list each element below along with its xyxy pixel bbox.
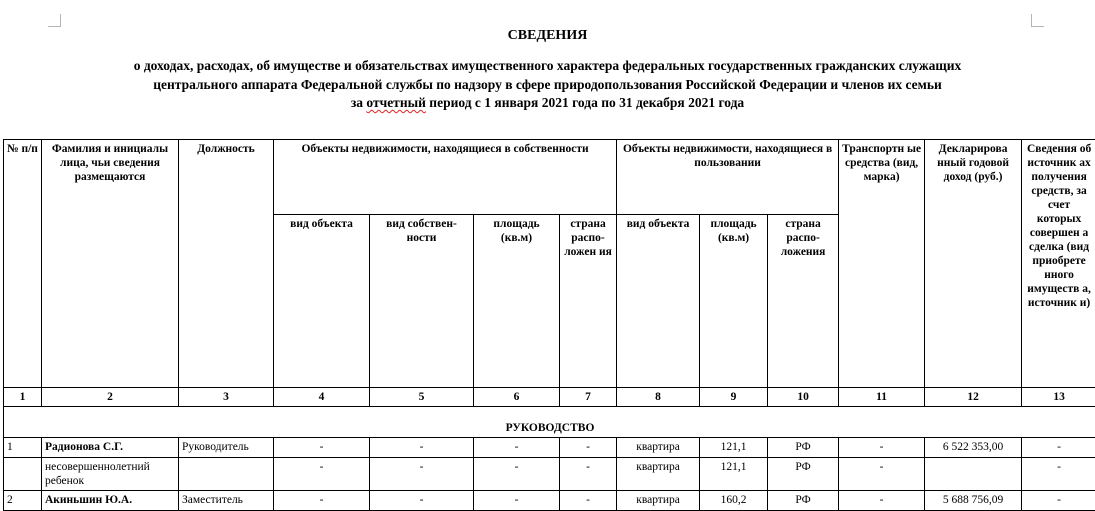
row-position: Заместитель (179, 491, 274, 511)
table-row (4, 458, 1095, 491)
row-position: Руководитель (179, 438, 274, 458)
page-corner-mark (48, 14, 61, 27)
row-vehicles: - (839, 438, 925, 458)
row-owned-country: - (560, 438, 617, 458)
column-number: 5 (370, 388, 474, 407)
header-used-area: площадь (кв.м) (700, 215, 768, 388)
row-sources: - (1022, 438, 1095, 458)
row-used-type: квартира (617, 458, 700, 491)
subtitle-line-3 (60, 94, 1035, 113)
row-owned-area: - (474, 491, 560, 511)
column-number: 1 (4, 388, 42, 407)
header-owned-ownership: вид собствен-ности (370, 215, 474, 388)
row-sources: - (1022, 491, 1095, 511)
row-income: 5 688 756,09 (925, 491, 1022, 511)
column-number: 2 (42, 388, 179, 407)
column-number: 12 (925, 388, 1022, 407)
row-owned-ownership: - (370, 458, 474, 491)
row-used-type: квартира (617, 491, 700, 511)
row-used-area: 160,2 (700, 491, 768, 511)
row-name-text: Радионова С.Г. (45, 441, 123, 453)
header-sources: Сведения об источник ах получения средств, за счет которых совершен а сделка (вид приобрете нного имуществ а, источник и) (1022, 140, 1095, 388)
header-used-country: страна распо-ложения (768, 215, 839, 388)
column-number: 8 (617, 388, 700, 407)
subtitle-line-2: центрального аппарата Федеральной службы по надзору в сфере природопользования Российской Федерации и членов их семьи (60, 76, 1035, 95)
table-row (4, 438, 1095, 458)
row-owned-country: - (560, 458, 617, 491)
row-name: Акиньшин Ю.А. (42, 491, 179, 511)
row-used-country: РФ (768, 458, 839, 491)
subtitle-line-1: о доходах, расходах, об имуществе и обязательствах имущественного характера федеральных государственных гражданских служащих (60, 57, 1035, 76)
row-owned-type: - (274, 491, 370, 511)
header-owned-country: страна распо-ложен ия (560, 215, 617, 388)
section-row (4, 407, 1095, 438)
column-number: 6 (474, 388, 560, 407)
row-vehicles: - (839, 458, 925, 491)
row-owned-ownership: - (370, 438, 474, 458)
column-number-row (4, 388, 1095, 407)
row-name (42, 438, 179, 458)
column-number: 4 (274, 388, 370, 407)
spellcheck-word: отчетный (366, 95, 426, 110)
header-owned-property: Объекты недвижимости, находящиеся в собственности (274, 140, 617, 215)
document-subtitle (60, 57, 1035, 113)
header-position: Должность (179, 140, 274, 388)
header-owned-type: вид объекта (274, 215, 370, 388)
row-num: 1 (4, 438, 42, 458)
column-number: 13 (1022, 388, 1095, 407)
header-vehicles: Транспортн ые средства (вид, марка) (839, 140, 925, 388)
row-used-country: РФ (768, 491, 839, 511)
page-corner-mark (1031, 14, 1044, 27)
document-title: СВЕДЕНИЯ (0, 28, 1095, 44)
header-owned-area: площадь (кв.м) (474, 215, 560, 388)
column-number: 7 (560, 388, 617, 407)
header-income: Декларирова нный годовой доход (руб.) (925, 140, 1022, 388)
subtitle-line-3-prefix: за (351, 95, 367, 110)
row-used-type: квартира (617, 438, 700, 458)
column-number: 3 (179, 388, 274, 407)
header-used-property: Объекты недвижимости, находящиеся в пользовании (617, 140, 839, 215)
row-income (925, 458, 1022, 491)
column-number: 11 (839, 388, 925, 407)
row-used-country: РФ (768, 438, 839, 458)
subtitle-line-3-suffix: период с 1 января 2021 года по 31 декабря 2021 года (426, 95, 744, 110)
row-name: несовершеннолетний ребенок (42, 458, 179, 491)
row-income: 6 522 353,00 (925, 438, 1022, 458)
column-number: 9 (700, 388, 768, 407)
row-num (4, 458, 42, 491)
declaration-table (3, 139, 1095, 511)
row-owned-area: - (474, 458, 560, 491)
column-number: 10 (768, 388, 839, 407)
row-owned-ownership: - (370, 491, 474, 511)
row-vehicles: - (839, 491, 925, 511)
row-owned-area: - (474, 438, 560, 458)
row-sources: - (1022, 458, 1095, 491)
row-num: 2 (4, 491, 42, 511)
header-row-groups (4, 140, 1095, 215)
header-used-type: вид объекта (617, 215, 700, 388)
row-used-area: 121,1 (700, 458, 768, 491)
header-num: № п/п (4, 140, 42, 388)
row-used-area: 121,1 (700, 438, 768, 458)
row-owned-country: - (560, 491, 617, 511)
row-owned-type: - (274, 458, 370, 491)
row-owned-type: - (274, 438, 370, 458)
row-position (179, 458, 274, 491)
header-name: Фамилия и инициалы лица, чьи сведения размещаются (42, 140, 179, 388)
section-title: РУКОВОДСТВО (4, 407, 1095, 438)
